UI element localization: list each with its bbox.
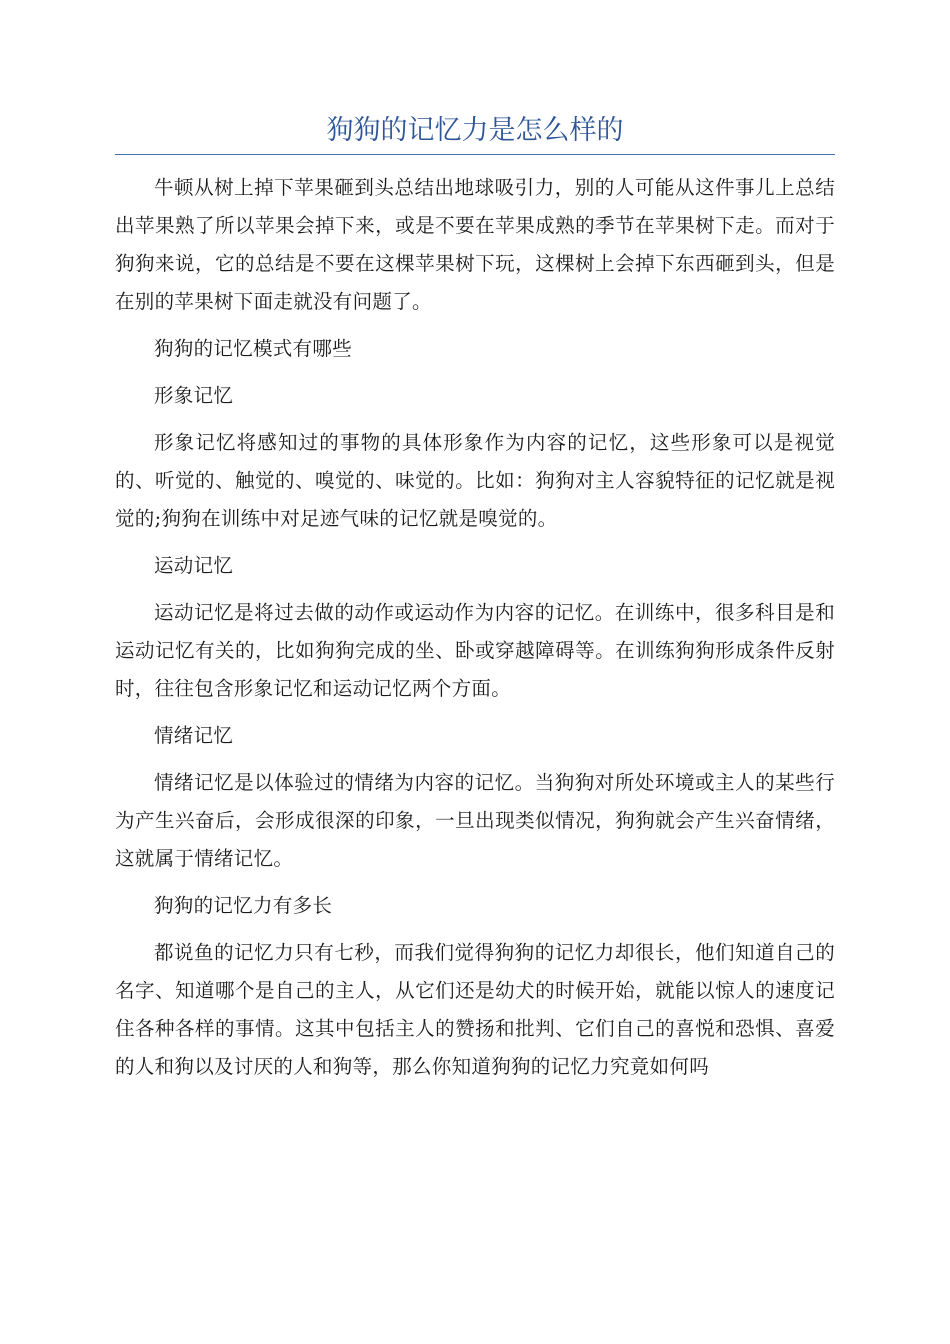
subheading-image-memory: 形象记忆 <box>154 384 234 407</box>
paragraph-motor-memory: 运动记忆是将过去做的动作或运动作为内容的记忆。在训练中，很多科目是和运动记忆有关的，比如狗狗完成的坐、卧或穿越障碍等。在训练狗狗形成条件反射时，往往包含形象记忆和运动记忆两个方面。 <box>115 601 835 700</box>
paragraph-intro: 牛顿从树上掉下苹果砸到头总结出地球吸引力，别的人可能从这件事儿上总结出苹果熟了所以苹果会掉下来，或是不要在苹果成熟的季节在苹果树下走。而对于狗狗来说，它的总结是不要在这棵苹果树下玩，这棵树上会掉下东西砸到头，但是在别的苹果树下面走就没有问题了。 <box>115 176 835 313</box>
subheading-motor-memory: 运动记忆 <box>154 554 234 577</box>
title-underline <box>115 154 835 155</box>
section-heading-memory-length: 狗狗的记忆力有多长 <box>154 894 333 917</box>
paragraph-memory-length: 都说鱼的记忆力只有七秒，而我们觉得狗狗的记忆力却很长，他们知道自己的名字、知道哪个是自己的主人，从它们还是幼犬的时候开始，就能以惊人的速度记住各种各样的事情。这其中包括主人的赞扬和批判、它们自己的喜悦和恐惧、喜爱的人和狗以及讨厌的人和狗等，那么你知道狗狗的记忆力究竟如何吗 <box>115 941 835 1078</box>
document-page <box>115 110 835 1095</box>
subheading-emotional-memory: 情绪记忆 <box>154 724 234 747</box>
paragraph-image-memory: 形象记忆将感知过的事物的具体形象作为内容的记忆，这些形象可以是视觉的、听觉的、触觉的、嗅觉的、味觉的。比如：狗狗对主人容貌特征的记忆就是视觉的;狗狗在训练中对足迹气味的记忆就是嗅觉的。 <box>115 431 835 530</box>
document-title: 狗狗的记忆力是怎么样的 <box>326 115 624 146</box>
paragraph-emotional-memory: 情绪记忆是以体验过的情绪为内容的记忆。当狗狗对所处环境或主人的某些行为产生兴奋后，会形成很深的印象，一旦出现类似情况，狗狗就会产生兴奋情绪，这就属于情绪记忆。 <box>115 771 835 870</box>
section-heading-memory-modes: 狗狗的记忆模式有哪些 <box>154 337 353 360</box>
